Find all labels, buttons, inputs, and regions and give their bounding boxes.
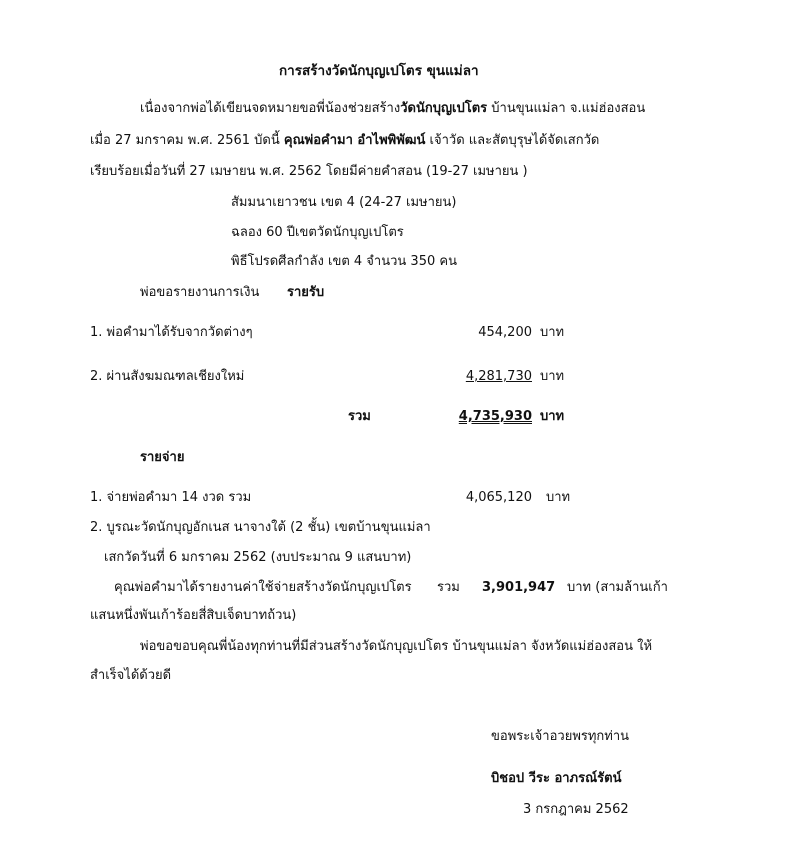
blessing: ขอพระเจ้าอวยพรทุกท่าน	[491, 729, 630, 744]
intro-line-1-text: เนื่องจากพ่อได้เขียนจดหมายขอพี่น้องช่วยสร้าง	[140, 101, 401, 116]
event-item: ฉลอง 60 ปีเขตวัดนักบุญเปโตร	[231, 225, 404, 240]
currency-label: บาท	[546, 490, 571, 505]
income-heading: รายรับ	[287, 285, 325, 300]
expense-2-line-1: 2. บูรณะวัดนักบุญอักเนส นาจางใต้ (2 ชั้น) เขตบ้านขุนแม่ลา	[90, 520, 431, 535]
intro-line-2-text: เมื่อ 27 มกราคม พ.ศ. 2561 บัดนี้	[90, 133, 284, 148]
priest-name: คุณพ่อคำมา อำไพพิพัฒน์	[283, 133, 426, 148]
income-amount: 454,200	[478, 325, 532, 340]
currency-label: บาท	[540, 369, 565, 384]
intro-line-2	[90, 132, 599, 150]
income-total-label: รวม	[348, 409, 371, 424]
document-title: การสร้างวัดนักบุญเปโตร ขุนแม่ลา	[279, 63, 479, 79]
intro-line-1	[140, 100, 645, 118]
report-text-b: บาท (สามล้านเก้า	[567, 580, 668, 595]
intro-line-3: เรียบร้อยเมื่อวันที่ 27 เมษายน พ.ศ. 2562 โดยมีค่ายคำสอน (19-27 เมษายน )	[90, 164, 528, 179]
thanks-line-1: พ่อขอขอบคุณพี่น้องทุกท่านที่มีส่วนสร้างวัดนักบุญเปโตร บ้านขุนแม่ลา จังหวัดแม่ฮ่องสอน ให้	[140, 639, 653, 654]
church-name: วัดนักบุญเปโตร	[400, 101, 488, 116]
signature: บิชอป วีระ อาภรณ์รัตน์	[491, 771, 622, 786]
currency-label: บาท	[540, 409, 565, 424]
expense-amount: 4,065,120	[465, 490, 532, 505]
report-line-2: แสนหนึ่งพันเก้าร้อยสี่สิบเจ็ดบาทถ้วน)	[90, 608, 297, 623]
report-text: คุณพ่อคำมาได้รายงานค่าใช้จ่ายสร้างวัดนักบุญเปโตร	[114, 580, 412, 595]
intro-line-2-rest: เจ้าวัด และสัตบุรุษได้จัดเสกวัด	[425, 133, 600, 148]
income-label: 2. ผ่านสังฆมณฑลเชียงใหม่	[90, 369, 245, 384]
date: 3 กรกฎาคม 2562	[523, 802, 629, 817]
expense-2-line-2: เสกวัดวันที่ 6 มกราคม 2562 (งบประมาณ 9 แสนบาท)	[104, 550, 412, 565]
event-item: พิธีโปรดศีลกำลัง เขต 4 จำนวน 350 คน	[231, 254, 457, 269]
intro-line-1-location: บ้านขุนแม่ลา จ.แม่ฮ่องสอน	[487, 101, 646, 116]
income-total-amount: 4,735,930	[458, 409, 532, 424]
income-amount: 4,281,730	[465, 369, 532, 384]
finance-intro: พ่อขอรายงานการเงิน	[140, 285, 260, 300]
report-amount: 3,901,947	[482, 580, 556, 595]
currency-label: บาท	[540, 325, 565, 340]
report-total-label: รวม	[437, 580, 460, 595]
expense-label: 1. จ่ายพ่อคำมา 14 งวด รวม	[90, 490, 252, 505]
event-item: สัมมนาเยาวชน เขต 4 (24-27 เมษายน)	[231, 195, 457, 210]
thanks-line-2: สำเร็จได้ด้วยดี	[90, 668, 172, 683]
expense-heading: รายจ่าย	[140, 450, 185, 465]
income-label: 1. พ่อคำมาได้รับจากวัดต่างๆ	[90, 325, 253, 340]
